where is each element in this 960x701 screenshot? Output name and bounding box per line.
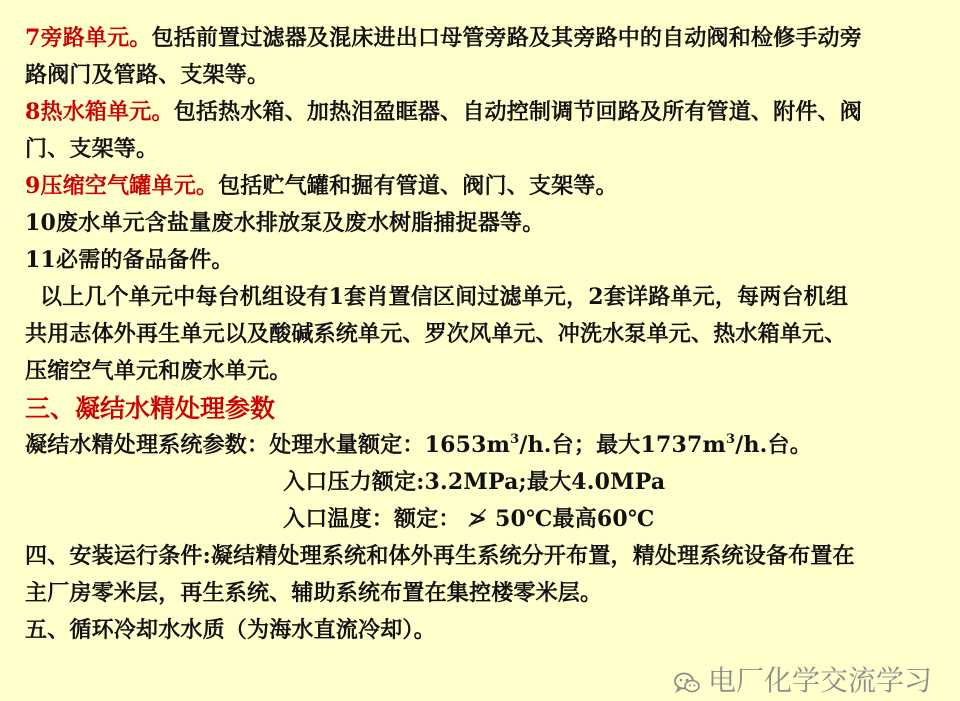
bypass-unit-text: 包括前置过滤器及混床进出口母管旁路及其旁路中的自动阀和检修手动旁 (151, 25, 862, 51)
spare-parts-text: 11必需的备品备件。 (25, 247, 234, 273)
hot-water-tank-line-1 (25, 94, 934, 131)
inlet-pressure-line (25, 464, 934, 501)
compressed-air-text: 包括贮气罐和掘有管道、阀门、支架等。 (218, 173, 618, 199)
summary-line-1 (25, 279, 934, 316)
summary-line-3 (25, 353, 934, 390)
hot-water-tank-label: 8热水箱单元。 (25, 99, 174, 125)
inlet-temperature-line (25, 501, 934, 538)
inlet-pressure-text: 入口压力额定:3.2MPa;最大4.0MPa (283, 469, 666, 495)
section-5-text-1: 五、循环冷却水水质（为海水直流冷却）。 (25, 617, 436, 643)
bypass-unit-label: 7旁路单元。 (25, 25, 152, 51)
watermark (674, 659, 932, 699)
params-sup-2: 3 (725, 432, 736, 447)
spare-parts-line (25, 242, 934, 279)
section-4-text-1: 四、安装运行条件:凝结精处理系统和体外再生系统分开布置，精处理系统设备布置在 (25, 543, 855, 569)
section-4-line-1 (25, 538, 934, 575)
summary-text-2: 共用志体外再生单元以及酸碱系统单元、罗次风单元、冲洗水泵单元、热水箱单元、 (25, 321, 847, 347)
section-3-heading: 三、凝结水精处理参数 (25, 394, 276, 423)
params-prefix: 凝结水精处理系统参数：处理水量额定：1653m (25, 432, 511, 458)
section-4-line-2 (25, 575, 934, 612)
summary-text-1: 以上几个单元中每台机组设有1套肖置信区间过滤单元，2套详路单元，每两台机组 (40, 284, 849, 310)
summary-text-3: 压缩空气单元和废水单元。 (25, 358, 292, 384)
summary-line-2 (25, 316, 934, 353)
hot-water-tank-text: 包括热水箱、加热泪盈眶器、自动控制调节回路及所有管道、附件、阀 (173, 99, 862, 125)
params-suffix: /h.台。 (735, 432, 812, 458)
watermark-text: 电厂化学交流学习 (707, 664, 932, 697)
inlet-temperature-text: 入口温度：额定： ≯ 50℃最高60℃ (283, 506, 655, 532)
bypass-unit-line-1 (25, 20, 934, 57)
section-3-params-line (25, 427, 934, 464)
params-mid: /h.台；最大1737m (519, 432, 726, 458)
wastewater-unit-text: 10废水单元含盐量废水排放泵及废水树脂捕捉器等。 (25, 210, 545, 236)
bypass-unit-line-2 (25, 57, 934, 94)
bypass-unit-text-cont: 路阀门及管路、支架等。 (25, 62, 270, 88)
wastewater-unit-line (25, 205, 934, 242)
compressed-air-line (25, 168, 934, 205)
hot-water-tank-text-cont: 门、支架等。 (25, 136, 159, 162)
compressed-air-label: 9压缩空气罐单元。 (25, 173, 219, 199)
section-4-text-2: 主厂房零米层，再生系统、辅助系统布置在集控楼零米层。 (25, 580, 603, 606)
section-5-line-1 (25, 612, 934, 649)
params-sup-1: 3 (510, 432, 520, 447)
hot-water-tank-line-2 (25, 131, 934, 168)
wechat-icon (674, 668, 700, 690)
